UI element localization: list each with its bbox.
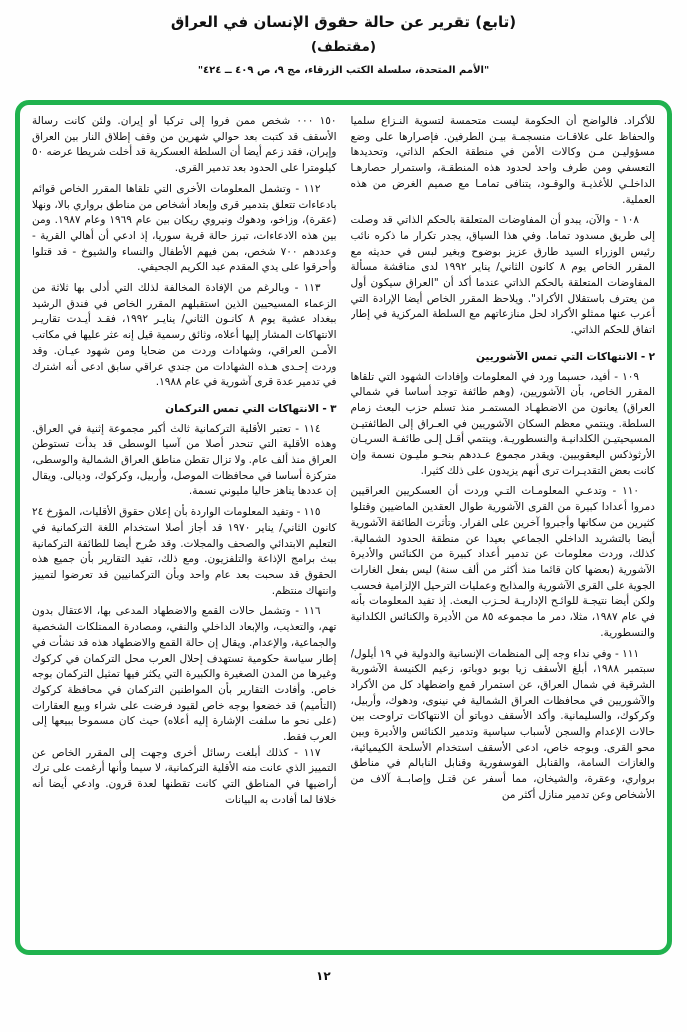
- source-citation: "الأمم المتحدة، سلسلة الكتب الزرقاء، مج ٩، ص ٤٠٩ ــ ٤٢٤": [197, 65, 490, 76]
- paragraph: ١١٦ - وتشمل حالات القمع والاضطهاد المدعى بها، الاعتقال بدون تهم، والتعذيب، والإبعاد الداخلي والنفي، ومصادرة الممتلكات الشخصية والجماعية، والإعدام. ويقال إن حالة القمع والاضطهاد هذه قد نشأت في إطار سياسة حكومية تستهدف إحلال العرب محل التركمان في كركوك وغيرها من المدن الصغيرة والكبيرة التي يكثر فيها تمثيل التركمان بوجه خاص. وأفادت التقارير بأن المواطنين التركمان في محافظة كركوك (التأميم) قد خضعوا بوجه خاص لقيود فرضت على شراء وبيع العقارات (على نحو ما سلفت الإشارة إليه أعلاه) حيث كان مسموحا ببيعها إلى العرب فقط.: [32, 605, 337, 744]
- paragraph: للأكراد. فالواضح أن الحكومة ليست متحمسة لتسوية النـزاع سلميا والحفاظ على علاقـات منسجمـة بيـن الطرفين. فإصرارها على وضع مسؤوليـن مـن وكالات الأمن في منطقة الحكم الذاتي، وتحديدها التعسفي ومن طرف واحد لحدود هذه المنطقـة، واستمرار حصارهـا الداخلـي للأغذيـة والوقـود، يتنافى تمامـا مع صميم الغرض من هذه العملية.: [350, 115, 655, 206]
- paragraph: ١١٧ - كذلك أبلغت رسائل أخرى وجهت إلى المقرر الخاص عن التمييز الذي عانت منه الأقلية التركمانية، لا سيما وأنها أرغمت على ترك أراضيها في المناطق التي كانت تقطنها لعدة قرون. وادعي أيضا أنه خلافا لما أفادت به البيانات: [32, 746, 337, 806]
- document-subtitle: (مقتطف): [310, 39, 377, 55]
- page-number: ١٢: [316, 969, 331, 983]
- two-column-layout: [32, 114, 655, 944]
- text-column-right: [351, 114, 656, 944]
- paragraph: ١١٢ - وتشمل المعلومات الأخرى التي تلقاها المقرر الخاص قوائم بادعاءات تتعلق بتدمير قرى وإبعاد أشخاص من مناطق برواري بالا، ونهلا (عقرة)، وزاخو، ودهوك ونيروي ريكان بين عام ١٩٦٩ وعام ١٩٨٧. ومن بين هذه الادعاءات، تبرز حالة قرية سوريا، إذ ادعي أن أهالي القرية - وعددهم ٧٠٠ شخص، بمن فيهم الأطفال والنساء والشيوخ - قد قتلوا وأحرقوا على يدي المقدم عبد الكريم الجحيفي.: [32, 182, 337, 274]
- paragraph: ١١٠ - وتدعـي المعلومـات التـي وردت أن العسكريين العراقيين دمروا أعدادا كبيرة من القرى الآشورية طوال العقدين الماضيين وقتلوا كثيرين من سكانها وأجبروا آخرين على الفرار. وتأثرت الطائفة الآشورية أيضا بالتشريد الداخلي الجماعي بعيدا عن منطقة الحدود الشمالية. كذلك، وردت معلومات عن تدمير أعداد كبيرة من الكنائس والأديرة الآشورية (بعضها كان قائما منذ أكثر من ألف سنة) ليس بفعل الغارات الجوية على القرى الآشورية والمذابح وعمليات الترحيل الإلزامية فحسب ولكن أيضا نتيجـة للوائـح الإداريـة لحـزب البعث. إذ تفيد المعلومات بأنه في عام ١٩٨٧، مثلا، دمر ما مجموعه ٨٥ من الأديرة والكنائس الكلدانية والنسطورية.: [350, 485, 655, 639]
- paragraph: ١٠٩ - أفيد، حسبما ورد في المعلومات وإفادات الشهود التي تلقاها المقرر الخاص، بأن الآشوريين، (وهم طائفة توجد أساسا في شمالي العراق) يعانون من الاضطهـاد المستمـر منذ تسلم حزب البعث زمام السلطة. وينتمي معظم السكان الآشوريين في العـراق إلى الطائفتيـن المسيحيتيـن الكلدانيـة والنسطوريـة. وينتمي أقـل إلـى طائفـة السريـان الأرثوذكس اليعقوبيين. ويقدر مجموع عـددهم بنحـو مليـون نسمة وإن كانت بعض التقديـرات ترى أنهم يزيدون على ذلك كثيرا.: [350, 370, 655, 477]
- content-border-box: [15, 100, 672, 955]
- paragraph: ١١٣ - وبالرغم من الإفادة المخالفة لذلك التي أدلى بها ثلاثة من الزعماء المسيحيين الذين استقبلهم المقرر الخاص في فندق الرشيد ببغداد عشية يوم ٨ كانـون الثاني/ ينايـر ١٩٩٢، فقـد أيـدت تقاريـر الانتهاكات المشار إليها أعلاه، وثائق رسمية قيل إنه عثر عليها في مكاتب الأمـن العراقي، وشهادات وردت من ضحايا ومن شهود عيـان. وقد وردت إحـدى هـذه الشهادات من جندي عراقي سابق ادعى أنه اشترك في تدمير عدة قرى آشورية في عام ١٩٨٨.: [32, 282, 337, 389]
- paragraph: ١١٥ - وتفيد المعلومات الواردة بأن إعلان حقوق الأقليات، المؤرخ ٢٤ كانون الثاني/ يناير ١٩٧٠ قد أجاز أصلا استخدام اللغة التركمانية في التعليم الابتدائي والصحف والمجلات. وقد صُرح أيضا للطائفة التركمانية ببث برامج الإذاعة والتلفزيون. ومع ذلك، تفيد التقارير بأن جميع هذه الحقوق قد سحبت بعد عام واحد وبأن التركمانيين قد تعرضوا لتمييز وانتهاك منتظم.: [32, 506, 337, 597]
- document-title: (تابع) تقرير عن حالة حقوق الإنسان في العراق: [170, 13, 517, 31]
- text-column-left: [32, 114, 337, 944]
- paragraph: ١٠٨ - والآن، يبدو أن المفاوضات المتعلقة بالحكم الذاتي قد وصلت إلى طريق مسدود تماما. وفي هذا السياق، يجدر تكرار ما ذكره نائب رئيس الوزراء السيد طارق عزيز بوضوح وبغير لبس في حديثه مع المقرر الخاص يوم ٨ كانون الثاني/ يناير ١٩٩٢ لدى مناقشة مسألة المفاوضات المتعلقة بالحكم الذاتي عندما أكد أن "العراق سيكون أول من يعترف باستقلال الأكراد". ويلاحظ المقرر الخاص أيضا الإرادة التي أعرب عنها ممثلو الأكراد لحل منازعاتهم مع السلطة المركزية في إطار اتفاق للحكم الذاتي.: [350, 214, 655, 337]
- paragraph: ١٥٠ ٠٠٠ شخص ممن فروا إلى تركيا أو إيران. ولئن كانت رسالة الأسقف قد كتبت بعد حوالي شهرين من وقف إطلاق النار بين العراق وإيران، فقد زعم أيضا أن السلطة العسكرية قد أخلت شريطا عرضه ٥٠ كيلومترا على الحدود بعد تدمير القرى.: [32, 115, 337, 175]
- document-header: [0, 0, 687, 76]
- section-heading: ٢ - الانتهاكات التي تمس الآشوريين: [475, 350, 655, 363]
- paragraph: ١١١ - وفي نداء وجه إلى المنظمات الإنسانية والدولية في ١٩ أيلول/ سبتمبر ١٩٨٨، أبلغ الأسقف زيا بوبو دوباتو، زعيم الكنيسة الآشورية الشرقية في شمال العراق، عن استمرار قمع واضطهاد كل من الأكراد والآشوريين في محافظات العراق الشمالية في نينوى، ودهوك، وأربيل، وكركوك، والسليمانية. وأكد الأسقف دوباتو أن الانتهاكات تراوحت بين حالات الإعدام والسجن لأسباب سياسية وتدمير الكنائس والأديرة وبين محو القرى. وبوجه خاص، ادعى الأسقف استخدام الأسلحة الكيميائية، والغازات السامة، والقنابل الفوسفورية وقنابل النابالم في مناطق برواري، وعقرة، والشيخان، مما أسفر عن قتـل وإصابــة آلاف من الأشخاص وعن تدمير منازل أكثر من: [350, 647, 655, 801]
- paragraph: ١١٤ - تعتبر الأقلية التركمانية ثالث أكبر مجموعة إثنية في العراق. وهذه الأقلية التي تنحدر أصلا من آسيا الوسطى قد بدأت تستوطن العراق منذ ألف عام. ولا تزال تقطن مناطق العراق الشمالية والوسطى، متركزة أساسا في محافظات الموصل، وأربيل، وكركوك، وديالى. ويقال إن عددها يناهز حاليا مليوني نسمة.: [32, 422, 337, 498]
- section-heading: ٣ - الانتهاكات التي تمس التركمان: [165, 402, 337, 415]
